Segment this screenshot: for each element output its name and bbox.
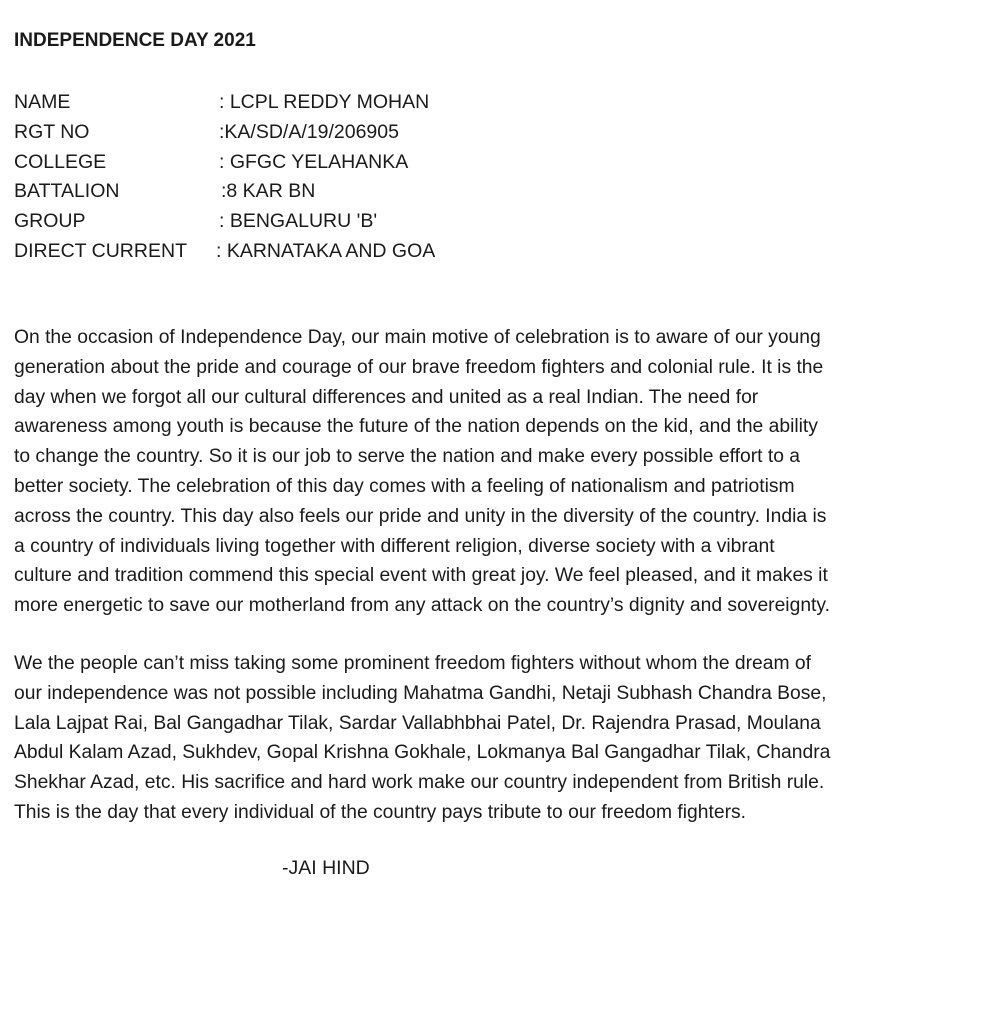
paragraph-line: Shekhar Azad, etc. His sacrifice and hard work make our country independent from British rule. [14, 772, 825, 794]
paragraph-line: day when we forgot all our cultural differences and united as a real Indian. The need for [14, 386, 759, 408]
detail-label: COLLEGE [14, 150, 107, 173]
paragraph-line: more energetic to save our motherland from any attack on the country’s dignity and sovereignty. [14, 595, 830, 617]
detail-value: :KA/SD/A/19/206905 [219, 120, 399, 143]
detail-label: GROUP [14, 210, 86, 233]
paragraph-line: This is the day that every individual of the country pays tribute to our freedom fighters. [14, 801, 746, 823]
detail-label: NAME [14, 91, 71, 113]
paragraph-line: better society. The celebration of this day comes with a feeling of nationalism and patriotism [14, 475, 795, 497]
paragraph-line: We the people can’t miss taking some prominent freedom fighters without whom the dream of [14, 653, 811, 674]
detail-value: : KARNATAKA AND GOA [216, 239, 436, 262]
detail-label: BATTALION [14, 180, 120, 203]
paragraph-line: generation about the pride and courage of our brave freedom fighters and colonial rule. It is the [14, 356, 824, 378]
paragraph-line: to change the country. So it is our job to serve the nation and make every possible effort to a [14, 446, 800, 468]
detail-label: RGT NO [14, 120, 90, 143]
paragraph-line: Lala Lajpat Rai, Bal Gangadhar Tilak, Sardar Vallabhbhai Patel, Dr. Rajendra Prasad, Moulana [14, 712, 821, 734]
detail-value: :8 KAR BN [221, 180, 316, 203]
paragraph-line: our independence was not possible including Mahatma Gandhi, Netaji Subhash Chandra Bose, [14, 682, 827, 704]
document-title: INDEPENDENCE DAY 2021 [14, 30, 256, 51]
detail-value: : BENGALURU 'B' [219, 210, 378, 233]
paragraph-line: On the occasion of Independence Day, our main motive of celebration is to aware of our young [14, 327, 821, 348]
paragraph-line: a country of individuals living together with different religion, diverse society with a vibrant [14, 535, 775, 557]
paragraph-line: Abdul Kalam Azad, Sukhdev, Gopal Krishna Gokhale, Lokmanya Bal Gangadhar Tilak, Chandra [14, 742, 831, 764]
paragraph-line: culture and tradition commend this special event with great joy. We feel pleased, and it makes it [14, 565, 828, 587]
paragraph-line: across the country. This day also feels our pride and unity in the diversity of the country. India is [14, 505, 827, 527]
signoff: -JAI HIND [282, 857, 370, 879]
essay-paragraph-2 [14, 649, 830, 828]
essay-paragraph-1 [14, 323, 830, 621]
detail-value: : GFGC YELAHANKA [219, 150, 409, 173]
detail-value: : LCPL REDDY MOHAN [219, 91, 430, 113]
detail-label: DIRECT CURRENT [14, 239, 187, 262]
paragraph-line: awareness among youth is because the future of the nation depends on the kid, and the ability [14, 416, 818, 438]
